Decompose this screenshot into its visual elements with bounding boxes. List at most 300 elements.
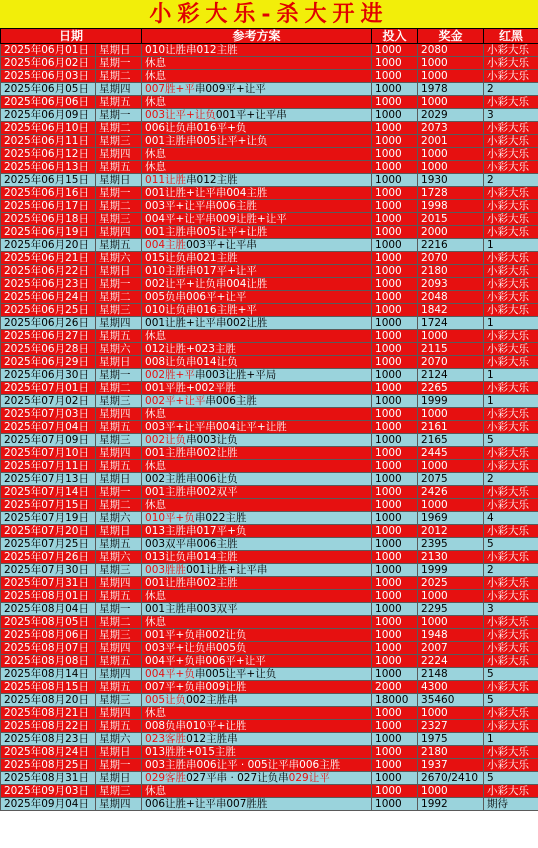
plan-text: 串003让负 <box>186 434 238 446</box>
cell-weekday: 星期一 <box>96 109 142 122</box>
cell-weekday: 星期六 <box>96 343 142 356</box>
cell-date: 2025年06月29日 <box>1 356 96 369</box>
cell-weekday: 星期四 <box>96 668 142 681</box>
cell-invest: 1000 <box>372 187 418 200</box>
cell-result: 1 <box>484 317 538 330</box>
header-prize: 奖金 <box>418 29 484 44</box>
cell-invest: 1000 <box>372 798 418 811</box>
cell-date: 2025年06月17日 <box>1 200 96 213</box>
plan-text: 休息 <box>145 330 167 342</box>
cell-weekday: 星期一 <box>96 57 142 70</box>
table-row <box>1 317 538 330</box>
cell-prize: 2327 <box>418 720 484 733</box>
plan-highlight: 010平+负 <box>145 512 195 524</box>
cell-prize: 2180 <box>418 746 484 759</box>
plan-highlight: 007胜+平 <box>145 83 195 95</box>
cell-date: 2025年07月01日 <box>1 382 96 395</box>
cell-result: 2 <box>484 564 538 577</box>
cell-weekday: 星期日 <box>96 356 142 369</box>
cell-plan <box>142 213 372 226</box>
table-row <box>1 642 538 655</box>
cell-result: 小彩大乐 <box>484 642 538 655</box>
cell-invest: 1000 <box>372 434 418 447</box>
cell-weekday: 星期二 <box>96 200 142 213</box>
cell-plan <box>142 369 372 382</box>
cell-result: 小彩大乐 <box>484 96 538 109</box>
cell-result: 小彩大乐 <box>484 57 538 70</box>
plan-text: 001平+负串002让负 <box>145 629 247 641</box>
cell-date: 2025年06月28日 <box>1 343 96 356</box>
plan-text: 003平+让平串 <box>186 239 257 251</box>
cell-result: 5 <box>484 694 538 707</box>
cell-weekday: 星期四 <box>96 798 142 811</box>
plan-text: 休息 <box>145 161 167 173</box>
cell-prize: 2165 <box>418 434 484 447</box>
cell-plan <box>142 330 372 343</box>
cell-invest: 1000 <box>372 655 418 668</box>
cell-result: 小彩大乐 <box>484 122 538 135</box>
cell-result: 小彩大乐 <box>484 265 538 278</box>
cell-date: 2025年08月07日 <box>1 642 96 655</box>
cell-invest: 1000 <box>372 317 418 330</box>
plan-text: 027平串 · 027让负串 <box>186 772 289 784</box>
cell-weekday: 星期一 <box>96 187 142 200</box>
table-row <box>1 356 538 369</box>
cell-prize: 2007 <box>418 642 484 655</box>
cell-invest: 1000 <box>372 239 418 252</box>
cell-date: 2025年08月14日 <box>1 668 96 681</box>
table-row <box>1 161 538 174</box>
cell-result: 小彩大乐 <box>484 187 538 200</box>
table-row <box>1 720 538 733</box>
cell-invest: 1000 <box>372 746 418 759</box>
cell-result: 小彩大乐 <box>484 681 538 694</box>
plan-text: 001平+让平串 <box>215 109 287 121</box>
cell-plan <box>142 785 372 798</box>
cell-plan <box>142 616 372 629</box>
cell-prize: 1999 <box>418 395 484 408</box>
table-row <box>1 590 538 603</box>
cell-plan <box>142 70 372 83</box>
table-row <box>1 707 538 720</box>
cell-invest: 1000 <box>372 278 418 291</box>
cell-weekday: 星期一 <box>96 759 142 772</box>
cell-prize: 2180 <box>418 265 484 278</box>
cell-result: 小彩大乐 <box>484 616 538 629</box>
header-date: 日期 <box>1 29 142 44</box>
cell-date: 2025年06月19日 <box>1 226 96 239</box>
cell-invest: 1000 <box>372 122 418 135</box>
cell-date: 2025年07月19日 <box>1 512 96 525</box>
cell-invest: 1000 <box>372 109 418 122</box>
cell-invest: 1000 <box>372 538 418 551</box>
cell-weekday: 星期四 <box>96 148 142 161</box>
table-row <box>1 668 538 681</box>
cell-prize: 2124 <box>418 369 484 382</box>
table-row <box>1 252 538 265</box>
cell-result: 2 <box>484 174 538 187</box>
cell-prize: 1000 <box>418 96 484 109</box>
cell-result: 小彩大乐 <box>484 70 538 83</box>
table-row <box>1 733 538 746</box>
cell-weekday: 星期日 <box>96 174 142 187</box>
cell-result: 小彩大乐 <box>484 460 538 473</box>
cell-date: 2025年06月03日 <box>1 70 96 83</box>
cell-date: 2025年08月15日 <box>1 681 96 694</box>
cell-invest: 1000 <box>372 369 418 382</box>
cell-plan <box>142 278 372 291</box>
cell-weekday: 星期五 <box>96 538 142 551</box>
cell-result: 小彩大乐 <box>484 590 538 603</box>
cell-plan <box>142 252 372 265</box>
cell-weekday: 星期一 <box>96 369 142 382</box>
cell-result: 小彩大乐 <box>484 447 538 460</box>
plan-text: 002让平+让负串004让胜 <box>145 278 268 290</box>
cell-prize: 2445 <box>418 447 484 460</box>
cell-prize: 1000 <box>418 148 484 161</box>
table-row <box>1 421 538 434</box>
cell-weekday: 星期四 <box>96 642 142 655</box>
plan-text: 002主胜串 <box>186 694 238 706</box>
plan-highlight: 003胜胜 <box>145 564 187 576</box>
plan-highlight: 003让平+让负 <box>145 109 216 121</box>
cell-weekday: 星期一 <box>96 603 142 616</box>
table-row <box>1 109 538 122</box>
table-row <box>1 746 538 759</box>
plan-text: 006让负串016平+负 <box>145 122 247 134</box>
cell-weekday: 星期一 <box>96 278 142 291</box>
cell-result: 小彩大乐 <box>484 161 538 174</box>
plan-text: 013让负串014主胜 <box>145 551 238 563</box>
cell-prize: 1998 <box>418 200 484 213</box>
cell-result: 小彩大乐 <box>484 226 538 239</box>
table-row <box>1 226 538 239</box>
cell-date: 2025年07月25日 <box>1 538 96 551</box>
cell-prize: 1842 <box>418 304 484 317</box>
cell-invest: 1000 <box>372 330 418 343</box>
cell-invest: 1000 <box>372 512 418 525</box>
plan-highlight: 002胜+平 <box>145 369 195 381</box>
cell-plan <box>142 473 372 486</box>
cell-date: 2025年08月06日 <box>1 629 96 642</box>
cell-invest: 1000 <box>372 252 418 265</box>
cell-plan <box>142 96 372 109</box>
cell-invest: 1000 <box>372 733 418 746</box>
cell-invest: 1000 <box>372 551 418 564</box>
table-row <box>1 187 538 200</box>
cell-weekday: 星期二 <box>96 122 142 135</box>
cell-prize: 2426 <box>418 486 484 499</box>
cell-plan <box>142 44 372 57</box>
plan-text: 005负串006平+让平 <box>145 291 247 303</box>
cell-plan <box>142 421 372 434</box>
header-invest: 投入 <box>372 29 418 44</box>
cell-plan <box>142 174 372 187</box>
cell-invest: 1000 <box>372 564 418 577</box>
table-row <box>1 213 538 226</box>
cell-plan <box>142 57 372 70</box>
cell-prize: 2000 <box>418 226 484 239</box>
plan-text: 001让胜串002主胜 <box>145 577 238 589</box>
cell-result: 小彩大乐 <box>484 44 538 57</box>
cell-date: 2025年08月21日 <box>1 707 96 720</box>
plan-text: 003平+让平串006主胜 <box>145 200 257 212</box>
cell-result: 4 <box>484 512 538 525</box>
plan-text: 013胜胜+015主胜 <box>145 746 236 758</box>
cell-plan <box>142 447 372 460</box>
cell-result: 小彩大乐 <box>484 330 538 343</box>
cell-plan <box>142 798 372 811</box>
cell-result: 小彩大乐 <box>484 252 538 265</box>
cell-date: 2025年08月20日 <box>1 694 96 707</box>
cell-date: 2025年08月08日 <box>1 655 96 668</box>
cell-invest: 1000 <box>372 759 418 772</box>
plan-text: 004平+让平串009让胜+让平 <box>145 213 287 225</box>
cell-prize: 1978 <box>418 83 484 96</box>
plan-text: 串003让胜+平局 <box>194 369 277 381</box>
cell-weekday: 星期六 <box>96 252 142 265</box>
plan-text: 休息 <box>145 616 167 628</box>
cell-weekday: 星期四 <box>96 408 142 421</box>
cell-prize: 1992 <box>418 798 484 811</box>
plan-highlight: 002让负 <box>145 434 187 446</box>
cell-plan <box>142 707 372 720</box>
table-row <box>1 291 538 304</box>
cell-prize: 1000 <box>418 70 484 83</box>
cell-weekday: 星期六 <box>96 733 142 746</box>
plan-text: 003双平串006主胜 <box>145 538 238 550</box>
cell-invest: 1000 <box>372 226 418 239</box>
plan-text: 001让胜+让平串002让胜 <box>145 317 268 329</box>
cell-plan <box>142 135 372 148</box>
plan-text: 001让胜+让平串 <box>186 564 268 576</box>
cell-weekday: 星期五 <box>96 655 142 668</box>
cell-invest: 1000 <box>372 499 418 512</box>
cell-prize: 2070 <box>418 356 484 369</box>
cell-plan <box>142 655 372 668</box>
cell-prize: 2161 <box>418 421 484 434</box>
cell-prize: 2001 <box>418 135 484 148</box>
cell-invest: 1000 <box>372 57 418 70</box>
cell-weekday: 星期三 <box>96 135 142 148</box>
plan-text: 003平+让平串004让平+让胜 <box>145 421 287 433</box>
cell-invest: 1000 <box>372 616 418 629</box>
cell-invest: 1000 <box>372 421 418 434</box>
cell-weekday: 星期四 <box>96 317 142 330</box>
plan-highlight: 002平+让平 <box>145 395 206 407</box>
table-row <box>1 473 538 486</box>
cell-prize: 1000 <box>418 499 484 512</box>
table-row <box>1 83 538 96</box>
cell-plan <box>142 83 372 96</box>
cell-result: 5 <box>484 538 538 551</box>
cell-date: 2025年06月21日 <box>1 252 96 265</box>
cell-weekday: 星期三 <box>96 304 142 317</box>
table-row <box>1 772 538 785</box>
table-row <box>1 330 538 343</box>
cell-result: 3 <box>484 603 538 616</box>
header-row <box>1 29 538 44</box>
cell-prize: 2070 <box>418 252 484 265</box>
cell-plan <box>142 668 372 681</box>
cell-invest: 1000 <box>372 96 418 109</box>
cell-result: 小彩大乐 <box>484 499 538 512</box>
cell-prize: 1000 <box>418 785 484 798</box>
plan-highlight: 005让负 <box>145 694 187 706</box>
plan-text: 008让负串014让负 <box>145 356 238 368</box>
plan-highlight: 023客胜 <box>145 733 187 745</box>
table-row <box>1 96 538 109</box>
cell-weekday: 星期日 <box>96 525 142 538</box>
cell-invest: 18000 <box>372 694 418 707</box>
cell-weekday: 星期三 <box>96 564 142 577</box>
cell-result: 3 <box>484 109 538 122</box>
cell-plan <box>142 109 372 122</box>
plan-text: 001主胜串005让平+让胜 <box>145 226 268 238</box>
cell-result: 小彩大乐 <box>484 356 538 369</box>
cell-plan <box>142 681 372 694</box>
plan-text: 010让胜串012主胜 <box>145 44 238 56</box>
cell-weekday: 星期六 <box>96 551 142 564</box>
cell-weekday: 星期五 <box>96 161 142 174</box>
cell-result: 小彩大乐 <box>484 304 538 317</box>
cell-weekday: 星期五 <box>96 330 142 343</box>
table-row <box>1 629 538 642</box>
cell-date: 2025年08月31日 <box>1 772 96 785</box>
plan-text: 休息 <box>145 707 167 719</box>
cell-prize: 2093 <box>418 278 484 291</box>
table-row <box>1 265 538 278</box>
cell-result: 小彩大乐 <box>484 707 538 720</box>
cell-result: 小彩大乐 <box>484 720 538 733</box>
cell-weekday: 星期二 <box>96 291 142 304</box>
plan-text: 010主胜串017平+让平 <box>145 265 257 277</box>
cell-weekday: 星期三 <box>96 395 142 408</box>
table-row <box>1 538 538 551</box>
cell-prize: 2012 <box>418 525 484 538</box>
cell-invest: 1000 <box>372 161 418 174</box>
cell-date: 2025年06月02日 <box>1 57 96 70</box>
cell-date: 2025年07月26日 <box>1 551 96 564</box>
cell-weekday: 星期四 <box>96 577 142 590</box>
cell-date: 2025年07月30日 <box>1 564 96 577</box>
cell-weekday: 星期三 <box>96 434 142 447</box>
cell-plan <box>142 317 372 330</box>
cell-prize: 2048 <box>418 291 484 304</box>
table-row <box>1 460 538 473</box>
cell-plan <box>142 759 372 772</box>
cell-weekday: 星期二 <box>96 382 142 395</box>
cell-date: 2025年06月09日 <box>1 109 96 122</box>
cell-prize: 1948 <box>418 629 484 642</box>
cell-plan <box>142 356 372 369</box>
cell-weekday: 星期一 <box>96 486 142 499</box>
table-row <box>1 57 538 70</box>
cell-date: 2025年09月04日 <box>1 798 96 811</box>
table-row <box>1 694 538 707</box>
cell-invest: 1000 <box>372 577 418 590</box>
cell-weekday: 星期五 <box>96 720 142 733</box>
cell-plan <box>142 187 372 200</box>
cell-date: 2025年07月31日 <box>1 577 96 590</box>
table-row <box>1 343 538 356</box>
plan-text: 001主胜串002双平 <box>145 486 238 498</box>
plan-text: 010让负串016主胜+平 <box>145 304 257 316</box>
cell-plan <box>142 395 372 408</box>
plan-text: 串012主胜 <box>186 174 238 186</box>
table-row <box>1 200 538 213</box>
cell-plan <box>142 538 372 551</box>
cell-invest: 1000 <box>372 720 418 733</box>
cell-plan <box>142 551 372 564</box>
cell-invest: 1000 <box>372 603 418 616</box>
cell-prize: 1724 <box>418 317 484 330</box>
table-row <box>1 239 538 252</box>
cell-date: 2025年06月20日 <box>1 239 96 252</box>
header-plan: 参考方案 <box>142 29 372 44</box>
plan-text: 串006主胜 <box>205 395 257 407</box>
plan-text: 001平胜+002平胜 <box>145 382 236 394</box>
cell-plan <box>142 460 372 473</box>
plan-text: 006让胜+让平串007胜胜 <box>145 798 268 810</box>
cell-date: 2025年06月26日 <box>1 317 96 330</box>
plan-text: 串022主胜 <box>194 512 247 524</box>
cell-result: 1 <box>484 369 538 382</box>
cell-prize: 1975 <box>418 733 484 746</box>
cell-invest: 1000 <box>372 83 418 96</box>
cell-prize: 2025 <box>418 577 484 590</box>
cell-date: 2025年07月15日 <box>1 499 96 512</box>
cell-plan <box>142 499 372 512</box>
cell-invest: 1000 <box>372 174 418 187</box>
plan-text: 001主胜串005让平+让负 <box>145 135 268 147</box>
cell-date: 2025年06月11日 <box>1 135 96 148</box>
cell-prize: 1937 <box>418 759 484 772</box>
plan-text: 003主胜串006让平 · 005让平串006主胜 <box>145 759 341 771</box>
cell-date: 2025年08月01日 <box>1 590 96 603</box>
plan-text: 休息 <box>145 70 167 82</box>
plan-text: 休息 <box>145 57 167 69</box>
cell-invest: 1000 <box>372 525 418 538</box>
cell-date: 2025年08月04日 <box>1 603 96 616</box>
cell-weekday: 星期四 <box>96 707 142 720</box>
cell-invest: 1000 <box>372 668 418 681</box>
cell-plan <box>142 382 372 395</box>
cell-plan <box>142 122 372 135</box>
cell-prize: 2295 <box>418 603 484 616</box>
plan-text: 休息 <box>145 460 167 472</box>
cell-result: 5 <box>484 772 538 785</box>
cell-invest: 1000 <box>372 44 418 57</box>
cell-result: 小彩大乐 <box>484 759 538 772</box>
cell-prize: 2029 <box>418 109 484 122</box>
cell-plan <box>142 525 372 538</box>
cell-result: 小彩大乐 <box>484 746 538 759</box>
cell-prize: 2115 <box>418 343 484 356</box>
cell-result: 小彩大乐 <box>484 629 538 642</box>
cell-prize: 2080 <box>418 44 484 57</box>
cell-invest: 1000 <box>372 213 418 226</box>
cell-date: 2025年07月10日 <box>1 447 96 460</box>
cell-prize: 1000 <box>418 707 484 720</box>
plan-highlight: 029让平 <box>288 772 330 784</box>
plan-text: 001主胜串002让胜 <box>145 447 238 459</box>
cell-invest: 1000 <box>372 356 418 369</box>
cell-date: 2025年06月30日 <box>1 369 96 382</box>
table-row <box>1 655 538 668</box>
cell-weekday: 星期五 <box>96 460 142 473</box>
table-row <box>1 798 538 811</box>
